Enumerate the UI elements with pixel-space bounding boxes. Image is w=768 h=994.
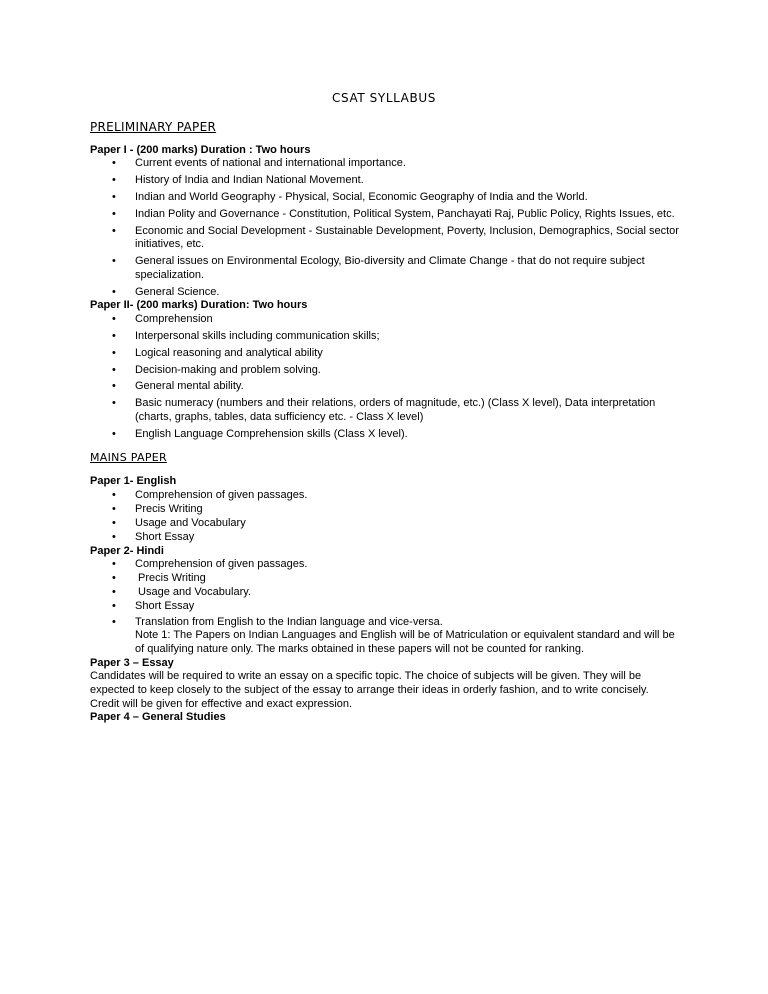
list-item: • Precis Writing (90, 503, 680, 517)
mains-paper-1-topics (90, 489, 680, 545)
essay-description: Candidates will be required to write an essay on a specific topic. The choice of subjects will be given. They will be expected to keep closely to the subject of the essay to arrange their ideas in orderly fashion, and to write concisely. Credit will be given for effective and exact expression. (90, 670, 649, 710)
mains-paper-1-heading: Paper 1- English (90, 475, 177, 488)
mains-paper-4-heading: Paper 4 – General Studies (90, 711, 226, 724)
list-item: • Economic and Social Development - Sustainable Development, Poverty, Inclusion, Demographics, Social sector initiatives, etc. (90, 225, 680, 252)
list-item: • Indian Polity and Governance - Constitution, Political System, Panchayati Raj, Public Policy, Rights Issues, etc. (90, 208, 680, 222)
list-item: • Comprehension (90, 313, 680, 327)
list-item: • General issues on Environmental Ecology, Bio-diversity and Climate Change - that do not require subject specialization. (90, 255, 680, 282)
list-item: • Comprehension of given passages. (90, 489, 680, 503)
list-item: • Basic numeracy (numbers and their relations, orders of magnitude, etc.) (Class X level), Data interpretation (charts, graphs, tables, data sufficiency etc. - Class X level) (90, 397, 680, 424)
list-item: • Logical reasoning and analytical ability (90, 347, 680, 361)
document-body (90, 121, 680, 725)
list-item: • Current events of national and international importance. (90, 157, 680, 171)
language-paper-note: Note 1: The Papers on Indian Languages and English will be of Matriculation or equivalent standard and will be of qualifying nature only. The marks obtained in these papers will not be counted for ranking. (135, 629, 675, 655)
list-item: • General mental ability. (90, 380, 680, 394)
mains-paper-2-topics (90, 558, 680, 656)
list-item: • Comprehension of given passages. (90, 558, 680, 572)
mains-paper-3-heading: Paper 3 – Essay (90, 656, 174, 669)
list-item: • Usage and Vocabulary (90, 517, 680, 531)
mains-paper-2-heading: Paper 2- Hindi (90, 544, 164, 557)
list-item: • Usage and Vocabulary. (90, 586, 680, 600)
document-title: CSAT SYLLABUS (332, 91, 436, 105)
prelim-paper-2-heading: Paper II- (200 marks) Duration: Two hours (90, 299, 308, 312)
list-item: • Short Essay (90, 600, 680, 614)
list-item-text: Translation from English to the Indian language and vice-versa. (135, 615, 443, 628)
list-item: • Short Essay (90, 531, 680, 545)
list-item: • Indian and World Geography - Physical, Social, Economic Geography of India and the World. (90, 191, 680, 205)
mains-paper-heading: MAINS PAPER (90, 451, 167, 465)
prelim-paper-1-heading: Paper I - (200 marks) Duration : Two hours (90, 143, 311, 156)
list-item: • Precis Writing (90, 572, 680, 586)
list-item: • History of India and Indian National Movement. (90, 174, 680, 188)
list-item: • General Science. (90, 286, 680, 300)
prelim-paper-2-topics (90, 313, 680, 442)
list-item: • English Language Comprehension skills (Class X level). (90, 428, 680, 442)
list-item: • Interpersonal skills including communication skills; (90, 330, 680, 344)
prelim-paper-1-topics (90, 157, 680, 299)
list-item: • Decision-making and problem solving. (90, 364, 680, 378)
preliminary-paper-heading: PRELIMINARY PAPER (90, 120, 217, 134)
list-item-with-note (90, 616, 680, 657)
